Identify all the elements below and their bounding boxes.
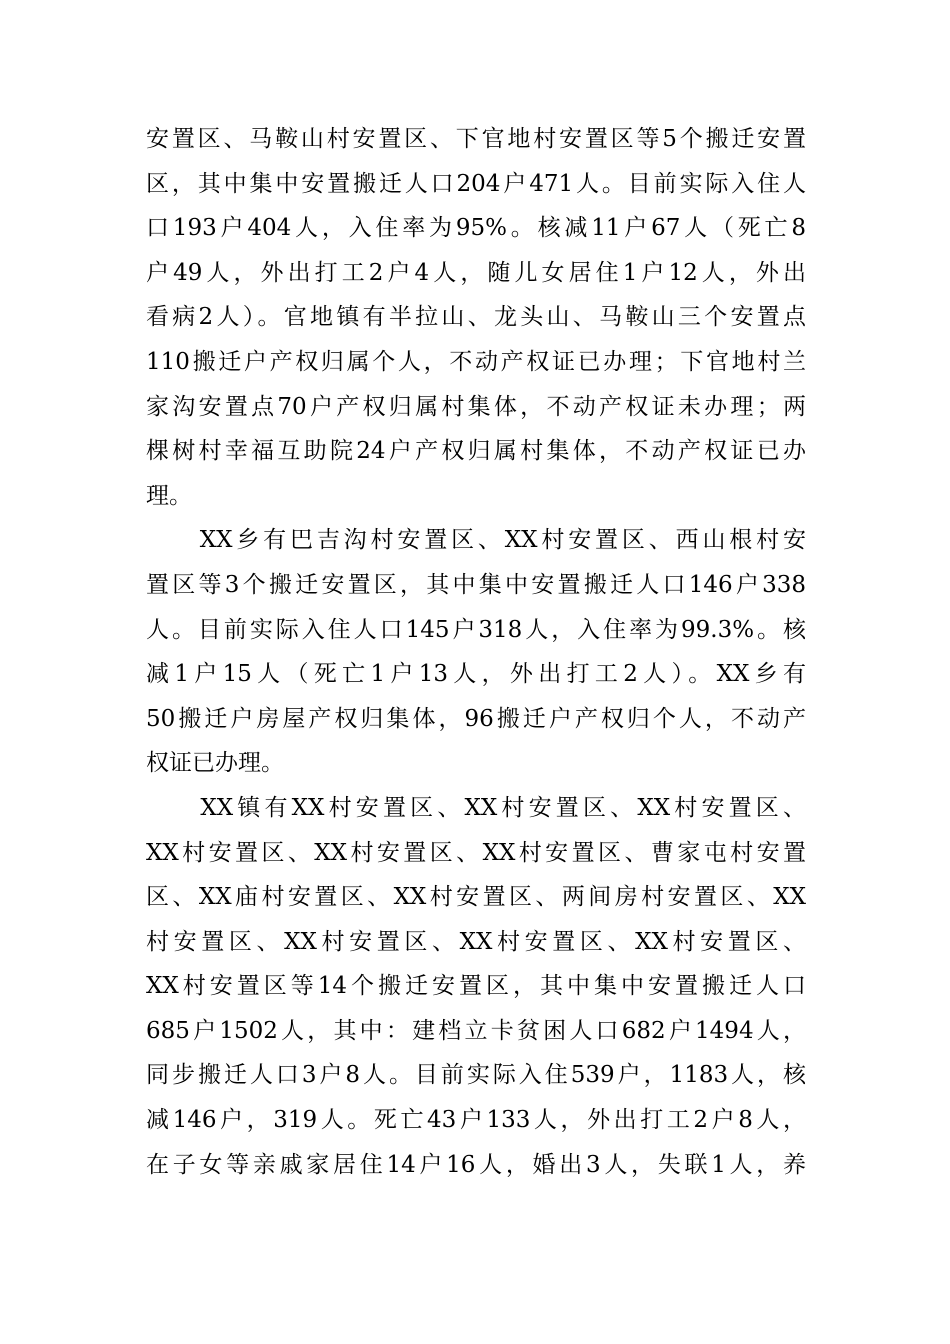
paragraph-line: 村安置区、XX村安置区、XX村安置区、XX村安置区、	[146, 928, 806, 955]
paragraph-line: 口193户404人，入住率为95%。核减11户67人（死亡8	[146, 215, 806, 242]
paragraph-2	[146, 518, 806, 786]
paragraph-line: 在子女等亲戚家居住14户16人，婚出3人，失联1人，养	[146, 1151, 806, 1178]
paragraph-3	[146, 786, 806, 1187]
paragraph-line: XX乡有巴吉沟村安置区、XX村安置区、西山根村安	[146, 527, 806, 554]
paragraph-line: 区、XX庙村安置区、XX村安置区、两间房村安置区、XX	[146, 884, 806, 911]
paragraph-line: 685户1502人，其中：建档立卡贫困人口682户1494人，	[146, 1017, 806, 1044]
paragraph-line: 人。目前实际入住人口145户318人，入住率为99.3%。核	[146, 616, 806, 643]
paragraph-line: 减146户，319人。死亡43户133人，外出打工2户8人，	[146, 1107, 806, 1134]
paragraph-line: 安置区、马鞍山村安置区、下官地村安置区等5个搬迁安置	[146, 126, 806, 152]
paragraph-line: 看病2人）。官地镇有半拉山、龙头山、马鞍山三个安置点	[146, 304, 806, 331]
paragraph-line: 50搬迁户房屋产权归集体，96搬迁户产权归个人，不动产	[146, 705, 806, 732]
paragraph-line: 置区等3个搬迁安置区，其中集中安置搬迁人口146户338	[146, 571, 806, 598]
document-body	[146, 117, 806, 1187]
paragraph-line: XX镇有XX村安置区、XX村安置区、XX村安置区、	[146, 794, 806, 821]
paragraph-line: 减1户15人（死亡1户13人，外出打工2人）。XX乡有	[146, 661, 806, 688]
paragraph-line: XX村安置区等14个搬迁安置区，其中集中安置搬迁人口	[146, 973, 806, 1000]
paragraph-line: 同步搬迁人口3户8人。目前实际入住539户，1183人，核	[146, 1062, 806, 1089]
paragraph-line: 区，其中集中安置搬迁人口204户471人。目前实际入住人	[146, 170, 806, 197]
paragraph-1	[146, 117, 806, 518]
paragraph-line: 户49人，外出打工2户4人，随儿女居住1户12人，外出	[146, 259, 806, 286]
paragraph-line: XX村安置区、XX村安置区、XX村安置区、曹家屯村安置	[146, 839, 806, 866]
paragraph-line: 家沟安置点70户产权归属村集体，不动产权证未办理；两	[146, 393, 806, 420]
paragraph-line: 棵树村幸福互助院24户产权归属村集体，不动产权证已办	[146, 438, 806, 465]
paragraph-line: 权证已办理。	[146, 750, 284, 777]
paragraph-line: 110搬迁户产权归属个人，不动产权证已办理；下官地村兰	[146, 348, 806, 375]
paragraph-line: 理。	[146, 482, 192, 509]
